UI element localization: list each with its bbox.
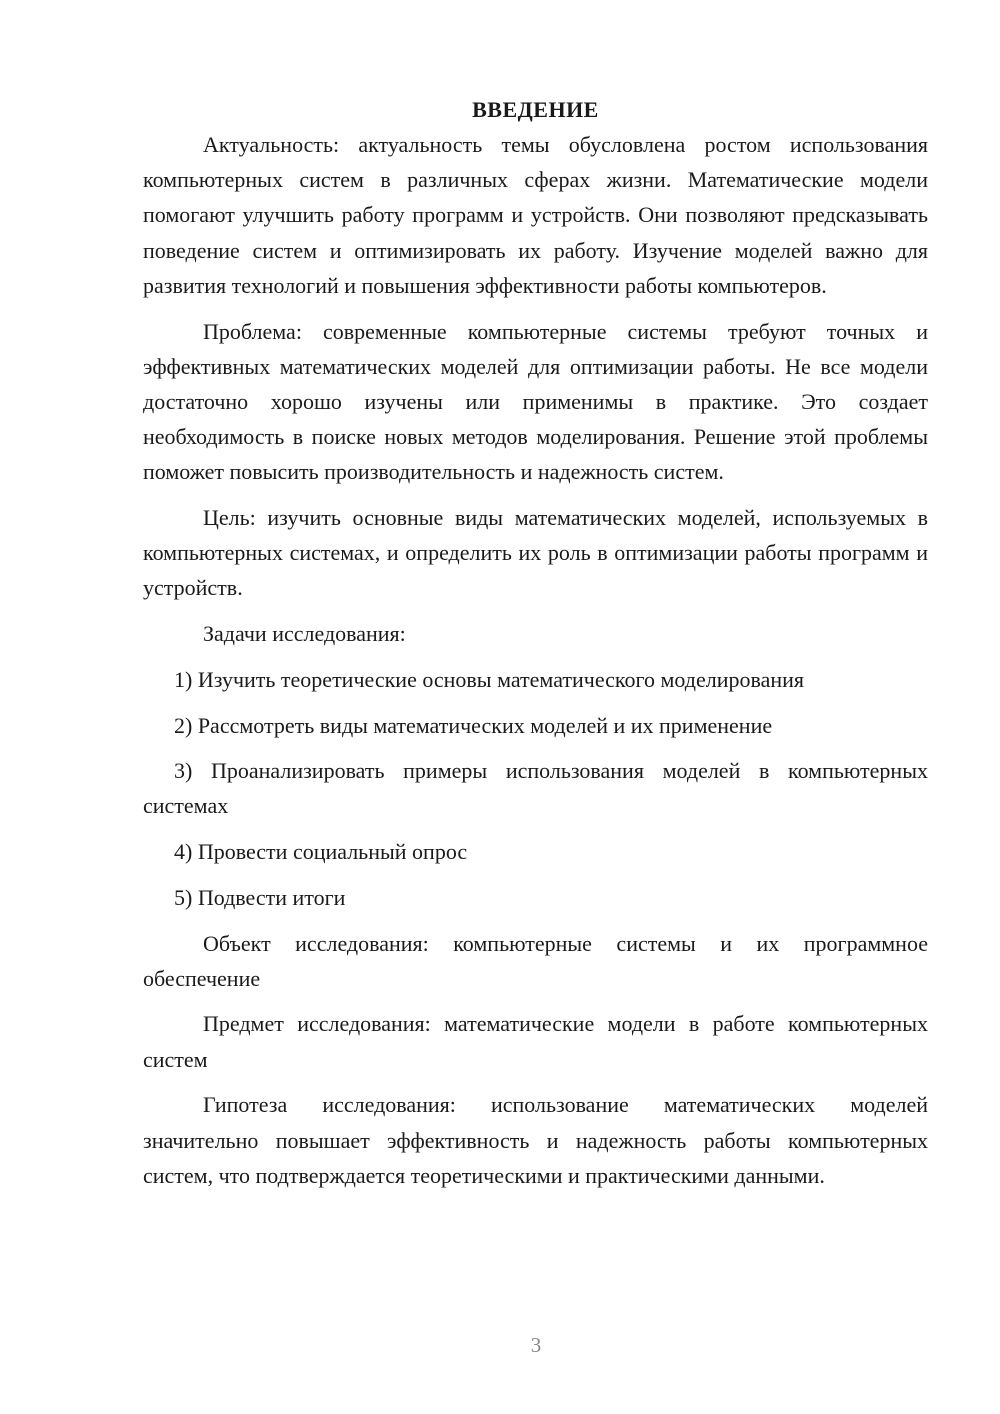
task-item: 4) Провести социальный опрос [174,839,468,865]
tasks-heading: Задачи исследования: [203,621,406,647]
page-content [143,92,928,1203]
task-item: 1) Изучить теоретические основы математического моделирования [174,666,804,692]
task-item: 2) Рассмотреть виды математических моделей и их применение [174,712,773,738]
problem-paragraph: Проблема: современные компьютерные системы требуют точных и эффективных математических моделей для оптимизации работы. Не все модели достаточно хорошо изучены или применимы в практике. Это создает необходимость в поиске новых методов моделирования. Решение этой проблемы поможет повысить производительность и надежность систем. [143,318,928,485]
hypothesis-paragraph: Гипотеза исследования: использование математических моделей значительно повышает эффективность и надежность работы компьютерных систем, что подтверждается теоретическими и практическими данными. [143,1092,928,1188]
page-title: ВВЕДЕНИЕ [472,97,599,122]
relevance-paragraph: Актуальность: актуальность темы обусловлена ростом использования компьютерных систем в различных сферах жизни. Математические модели помогают улучшить работу программ и устройств. Они позволяют предсказывать поведение систем и оптимизировать их работу. Изучение моделей важно для развития технологий и повышения эффективности работы компьютеров. [143,132,928,298]
task-item: 5) Подвести итоги [174,884,346,910]
object-paragraph: Объект исследования: компьютерные системы и их программное обеспечение [143,930,928,991]
subject-paragraph: Предмет исследования: математические модели в работе компьютерных систем [143,1011,928,1072]
goal-paragraph: Цель: изучить основные виды математических моделей, используемых в компьютерных системах, и определить их роль в оптимизации работы программ и устройств. [143,505,928,601]
page-number: 3 [530,1333,542,1357]
task-item: 3) Проанализировать примеры использования моделей в компьютерных системах [143,758,928,819]
